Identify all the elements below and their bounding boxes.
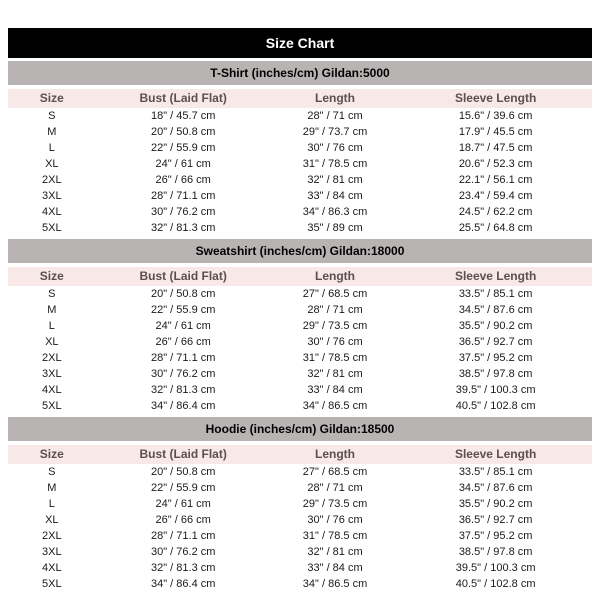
measurement-cell: 28" / 71 cm — [307, 110, 363, 122]
table-row — [8, 334, 592, 350]
measurement-cell: 33" / 84 cm — [307, 190, 363, 202]
column-header: Bust (Laid Flat) — [96, 267, 271, 286]
measurement-cell: 33.5" / 85.1 cm — [458, 466, 533, 478]
size-cell: M — [47, 482, 57, 494]
measurement-cell: 34" / 86.5 cm — [302, 578, 368, 590]
column-header: Size — [8, 267, 96, 286]
column-header-row — [8, 89, 592, 108]
measurement-cell: 31" / 78.5 cm — [302, 352, 368, 364]
size-table — [8, 89, 592, 236]
table-row — [8, 140, 592, 156]
section-title: Sweatshirt (inches/cm) Gildan:18000 — [8, 239, 592, 263]
measurement-cell: 30" / 76.2 cm — [150, 546, 216, 558]
measurement-cell: 34" / 86.4 cm — [150, 578, 216, 590]
measurement-cell: 27" / 68.5 cm — [302, 466, 368, 478]
column-header-row — [8, 445, 592, 464]
measurement-cell: 30" / 76 cm — [307, 514, 363, 526]
table-row — [8, 286, 592, 302]
measurement-cell: 37.5" / 95.2 cm — [458, 530, 533, 542]
table-row — [8, 156, 592, 172]
measurement-cell: 20.6" / 52.3 cm — [458, 158, 533, 170]
measurement-cell: 28" / 71.1 cm — [150, 352, 216, 364]
measurement-cell: 17.9" / 45.5 cm — [458, 126, 533, 138]
size-cell: XL — [45, 158, 59, 170]
measurement-cell: 36.5" / 92.7 cm — [458, 514, 533, 526]
size-table — [8, 445, 592, 592]
size-cell: L — [48, 498, 55, 510]
table-row — [8, 350, 592, 366]
section-title: T-Shirt (inches/cm) Gildan:5000 — [8, 61, 592, 85]
measurement-cell: 20" / 50.8 cm — [150, 126, 216, 138]
measurement-cell: 34" / 86.3 cm — [302, 206, 368, 218]
size-cell: M — [47, 304, 57, 316]
size-cell: S — [48, 110, 56, 122]
measurement-cell: 33.5" / 85.1 cm — [458, 288, 533, 300]
measurement-cell: 40.5" / 102.8 cm — [455, 400, 536, 412]
column-header: Length — [271, 445, 399, 464]
measurement-cell: 31" / 78.5 cm — [302, 158, 368, 170]
size-table — [8, 267, 592, 414]
measurement-cell: 26" / 66 cm — [155, 174, 211, 186]
size-cell: 5XL — [42, 400, 62, 412]
table-row — [8, 382, 592, 398]
measurement-cell: 24" / 61 cm — [155, 158, 211, 170]
size-cell: 3XL — [42, 546, 62, 558]
column-header: Sleeve Length — [399, 89, 592, 108]
size-cell: 2XL — [42, 530, 62, 542]
measurement-cell: 24" / 61 cm — [155, 498, 211, 510]
measurement-cell: 28" / 71 cm — [307, 304, 363, 316]
size-cell: 5XL — [42, 222, 62, 234]
measurement-cell: 26" / 66 cm — [155, 336, 211, 348]
size-cell: 3XL — [42, 190, 62, 202]
table-row — [8, 108, 592, 124]
table-row — [8, 204, 592, 220]
column-header: Size — [8, 445, 96, 464]
measurement-cell: 31" / 78.5 cm — [302, 530, 368, 542]
measurement-cell: 30" / 76 cm — [307, 142, 363, 154]
measurement-cell: 39.5" / 100.3 cm — [455, 562, 536, 574]
measurement-cell: 26" / 66 cm — [155, 514, 211, 526]
measurement-cell: 30" / 76.2 cm — [150, 368, 216, 380]
section-title: Hoodie (inches/cm) Gildan:18500 — [8, 417, 592, 441]
measurement-cell: 23.4" / 59.4 cm — [458, 190, 533, 202]
column-header: Length — [271, 89, 399, 108]
table-row — [8, 576, 592, 592]
measurement-cell: 30" / 76 cm — [307, 336, 363, 348]
measurement-cell: 37.5" / 95.2 cm — [458, 352, 533, 364]
column-header: Bust (Laid Flat) — [96, 89, 271, 108]
measurement-cell: 24.5" / 62.2 cm — [458, 206, 533, 218]
column-header: Sleeve Length — [399, 445, 592, 464]
measurement-cell: 34" / 86.4 cm — [150, 400, 216, 412]
table-row — [8, 124, 592, 140]
measurement-cell: 35" / 89 cm — [307, 222, 363, 234]
measurement-cell: 34" / 86.5 cm — [302, 400, 368, 412]
size-cell: XL — [45, 514, 59, 526]
size-chart-sections — [8, 61, 592, 592]
size-cell: 5XL — [42, 578, 62, 590]
measurement-cell: 38.5" / 97.8 cm — [458, 368, 533, 380]
measurement-cell: 22" / 55.9 cm — [150, 304, 216, 316]
measurement-cell: 27" / 68.5 cm — [302, 288, 368, 300]
measurement-cell: 22" / 55.9 cm — [150, 142, 216, 154]
measurement-cell: 22.1" / 56.1 cm — [458, 174, 533, 186]
measurement-cell: 38.5" / 97.8 cm — [458, 546, 533, 558]
measurement-cell: 28" / 71 cm — [307, 482, 363, 494]
table-row — [8, 220, 592, 236]
measurement-cell: 34.5" / 87.6 cm — [458, 482, 533, 494]
measurement-cell: 29" / 73.5 cm — [302, 320, 368, 332]
table-row — [8, 172, 592, 188]
column-header: Length — [271, 267, 399, 286]
table-row — [8, 544, 592, 560]
measurement-cell: 18.7" / 47.5 cm — [458, 142, 533, 154]
table-row — [8, 496, 592, 512]
table-row — [8, 188, 592, 204]
measurement-cell: 40.5" / 102.8 cm — [455, 578, 536, 590]
table-row — [8, 512, 592, 528]
table-row — [8, 302, 592, 318]
measurement-cell: 22" / 55.9 cm — [150, 482, 216, 494]
table-row — [8, 366, 592, 382]
measurement-cell: 34.5" / 87.6 cm — [458, 304, 533, 316]
measurement-cell: 35.5" / 90.2 cm — [458, 498, 533, 510]
measurement-cell: 18" / 45.7 cm — [150, 110, 216, 122]
measurement-cell: 32" / 81.3 cm — [150, 384, 216, 396]
size-cell: 4XL — [42, 206, 62, 218]
measurement-cell: 35.5" / 90.2 cm — [458, 320, 533, 332]
size-cell: 4XL — [42, 562, 62, 574]
size-cell: S — [48, 466, 56, 478]
measurement-cell: 29" / 73.7 cm — [302, 126, 368, 138]
measurement-cell: 32" / 81.3 cm — [150, 562, 216, 574]
table-row — [8, 480, 592, 496]
page-title: Size Chart — [8, 28, 592, 58]
column-header-row — [8, 267, 592, 286]
measurement-cell: 39.5" / 100.3 cm — [455, 384, 536, 396]
measurement-cell: 28" / 71.1 cm — [150, 530, 216, 542]
size-cell: M — [47, 126, 57, 138]
measurement-cell: 33" / 84 cm — [307, 384, 363, 396]
column-header: Bust (Laid Flat) — [96, 445, 271, 464]
measurement-cell: 32" / 81 cm — [307, 368, 363, 380]
measurement-cell: 20" / 50.8 cm — [150, 466, 216, 478]
measurement-cell: 25.5" / 64.8 cm — [458, 222, 533, 234]
measurement-cell: 29" / 73.5 cm — [302, 498, 368, 510]
measurement-cell: 32" / 81.3 cm — [150, 222, 216, 234]
measurement-cell: 30" / 76.2 cm — [150, 206, 216, 218]
measurement-cell: 33" / 84 cm — [307, 562, 363, 574]
size-cell: L — [48, 320, 55, 332]
table-row — [8, 398, 592, 414]
table-row — [8, 560, 592, 576]
size-cell: 3XL — [42, 368, 62, 380]
table-row — [8, 464, 592, 480]
measurement-cell: 32" / 81 cm — [307, 546, 363, 558]
size-cell: L — [48, 142, 55, 154]
measurement-cell: 20" / 50.8 cm — [150, 288, 216, 300]
size-cell: S — [48, 288, 56, 300]
measurement-cell: 36.5" / 92.7 cm — [458, 336, 533, 348]
size-cell: 4XL — [42, 384, 62, 396]
table-row — [8, 528, 592, 544]
measurement-cell: 15.6" / 39.6 cm — [458, 110, 533, 122]
size-cell: XL — [45, 336, 59, 348]
column-header: Size — [8, 89, 96, 108]
measurement-cell: 32" / 81 cm — [307, 174, 363, 186]
measurement-cell: 24" / 61 cm — [155, 320, 211, 332]
table-row — [8, 318, 592, 334]
measurement-cell: 28" / 71.1 cm — [150, 190, 216, 202]
size-cell: 2XL — [42, 174, 62, 186]
column-header: Sleeve Length — [399, 267, 592, 286]
size-cell: 2XL — [42, 352, 62, 364]
